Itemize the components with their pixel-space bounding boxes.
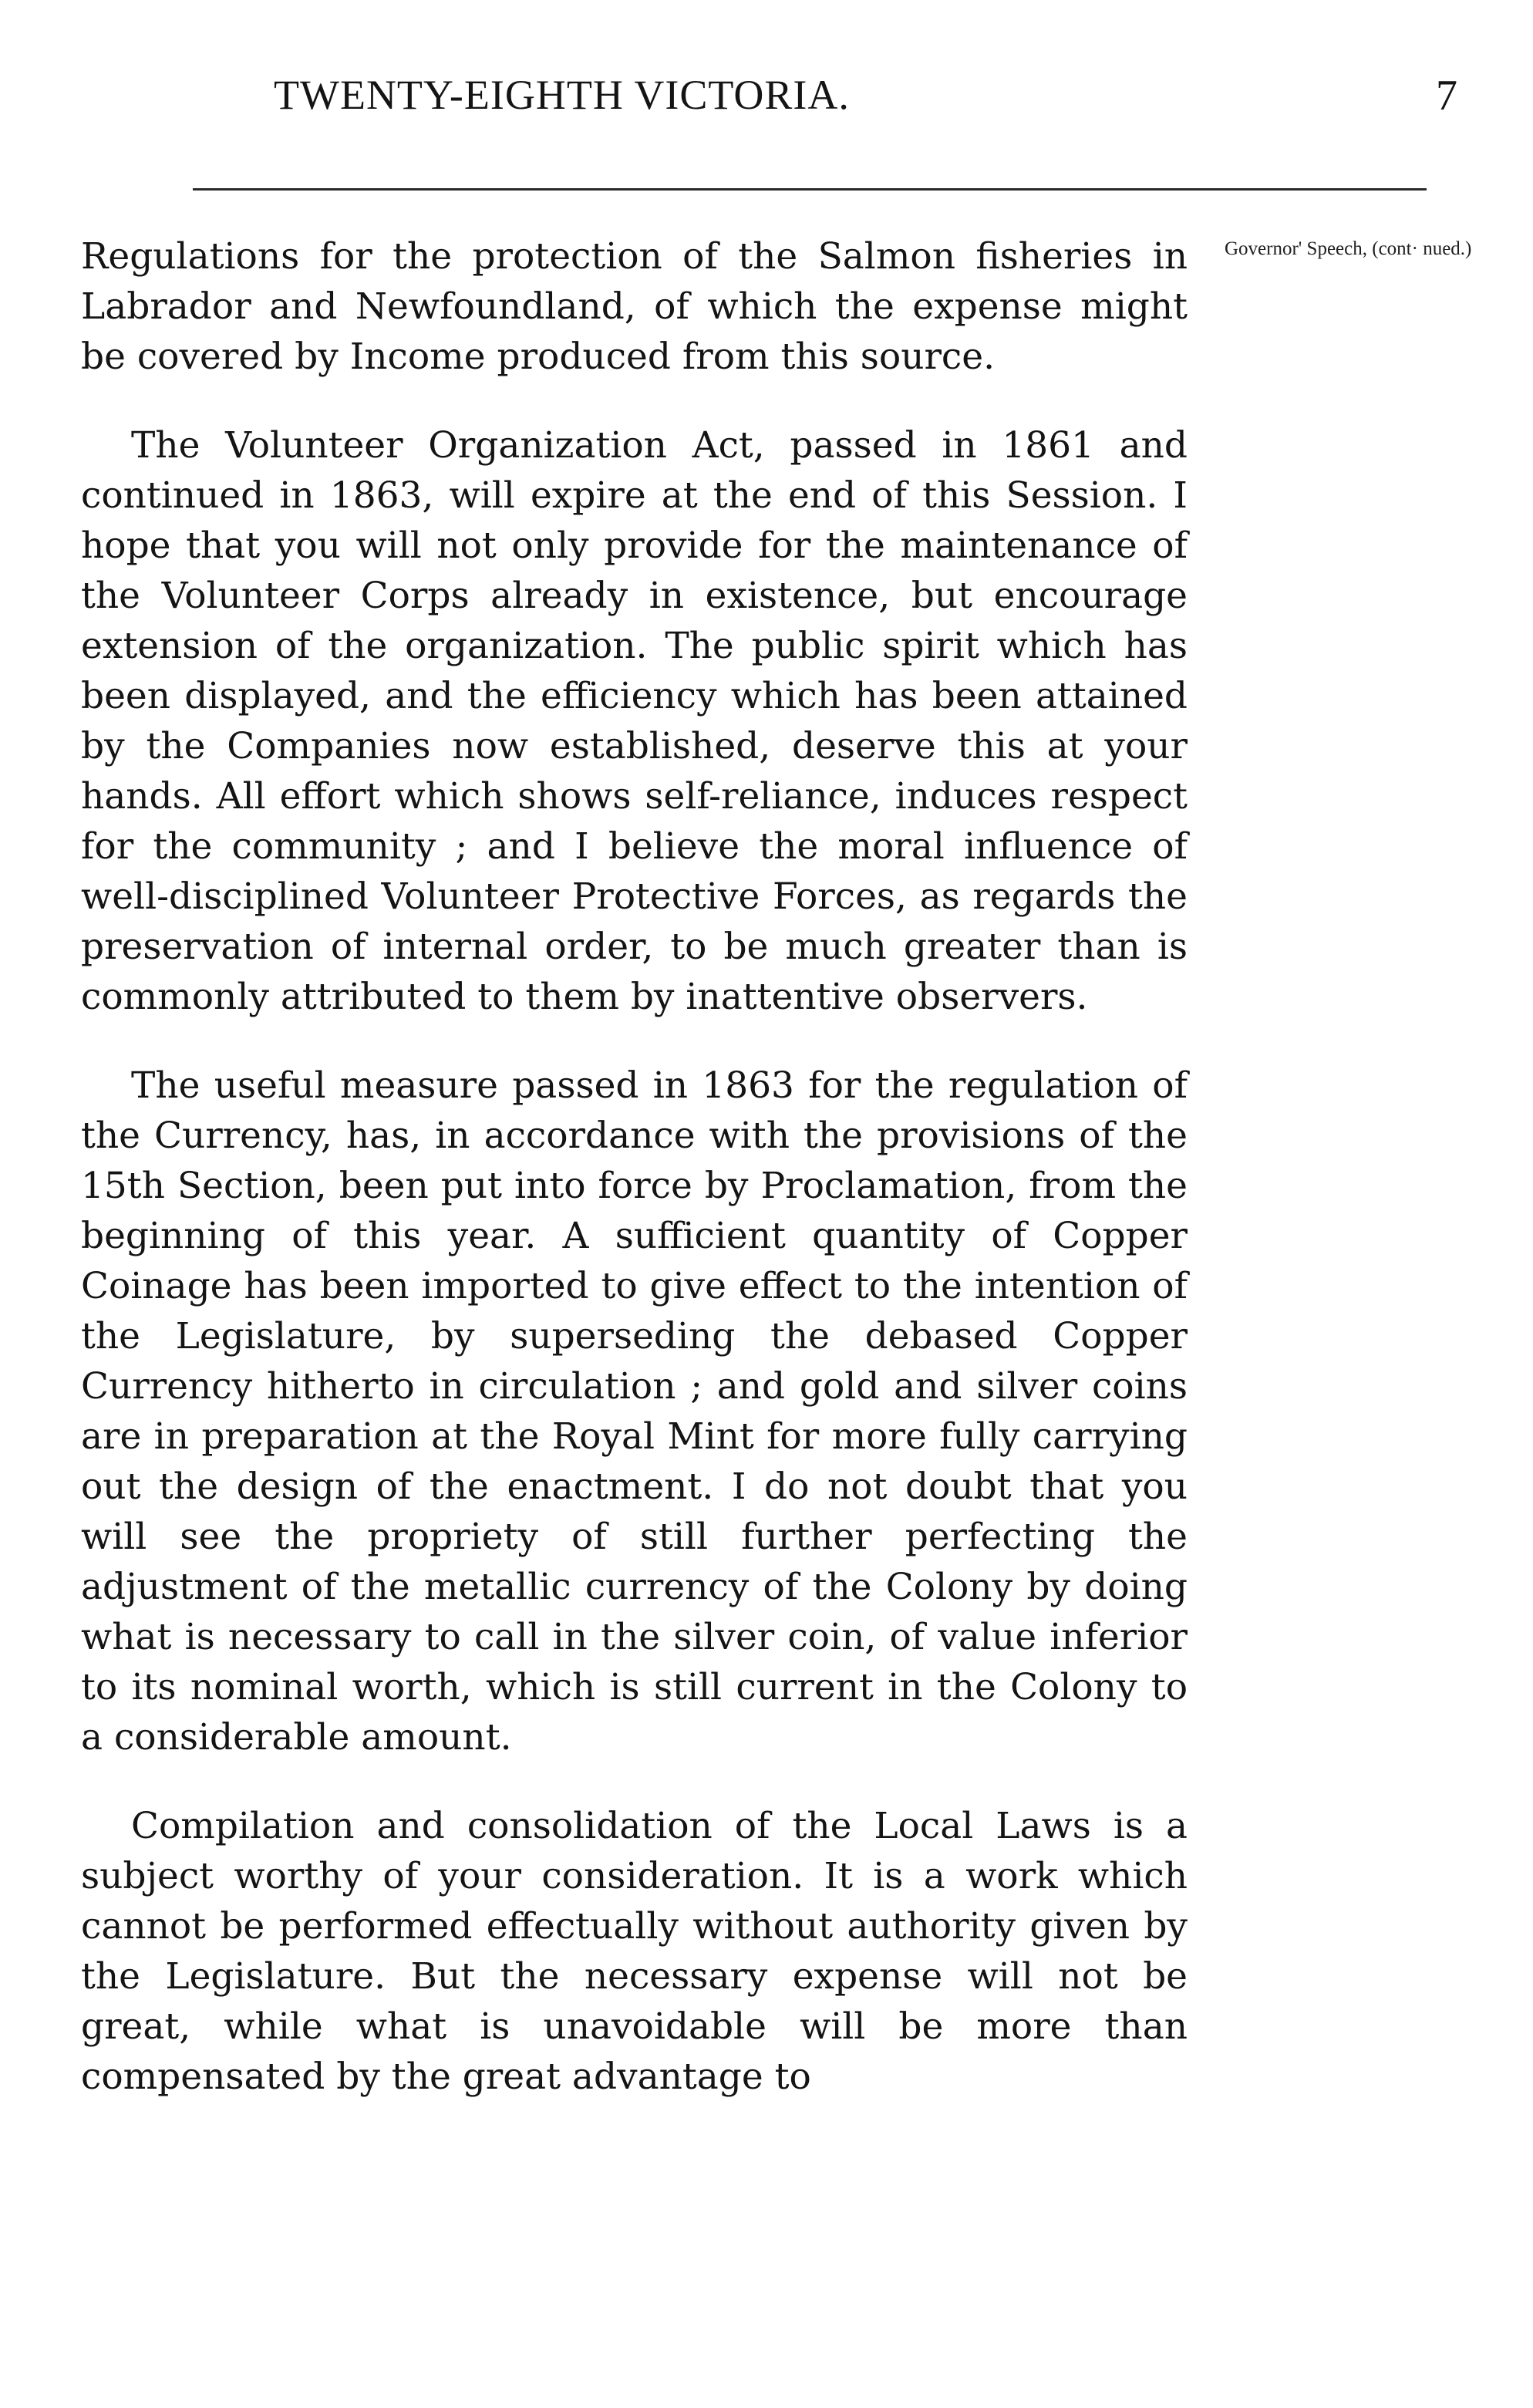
- page-number: 7: [1436, 72, 1457, 120]
- body-text: [81, 231, 1188, 2140]
- paragraph-local-laws: Compilation and consolidation of the Local Laws is a subject worthy of your consideration. It is a work which cannot be performed effectually without authority given by the Legislature. But the necessary expense will not be great, while what is unavoidable will be more than compensated by the great advantage to: [81, 1805, 1188, 2098]
- paragraph-volunteer-act: The Volunteer Organization Act, passed in 1861 and continued in 1863, will expire at the end of this Session. I hope that you will not only provide for the maintenance of the Volunteer Corps already in existence, but encourage extension of the organization. The public spirit which has been displayed, and the efficiency which has been attained by the Companies now established, deserve this at your hands. All effort which shows self-reliance, induces respect for the community ; and I believe the moral influence of well-disciplined Volunteer Protective Forces, as regards the preservation of internal order, to be much greater than is commonly attributed to them by inattentive observers.: [81, 424, 1188, 1018]
- paragraph-currency: The useful measure passed in 1863 for the regulation of the Currency, has, in accordance with the provisions of the 15th Section, been put into force by Proclamation, from the beginning of this year. A sufficient quantity of Copper Coinage has been imported to give effect to the intention of the Legislature, by superseding the debased Copper Currency hitherto in circulation ; and gold and silver coins are in preparation at the Royal Mint for more fully carrying out the design of the enactment. I do not doubt that you will see the propriety of still further perfecting the adjustment of the metallic currency of the Colony by doing what is necessary to call in the silver coin, of value inferior to its nominal worth, which is still current in the Colony to a considerable amount.: [81, 1064, 1188, 1759]
- header-rule: [193, 188, 1427, 191]
- paragraph-salmon-fisheries: Regulations for the protection of the Salmon fisheries in Labrador and Newfoundland, of which the expense might be covered by Income produced from this source.: [81, 235, 1188, 378]
- margin-note: Governor' Speech, (cont· nued.): [1225, 238, 1472, 259]
- running-title: TWENTY-EIGHTH VICTORIA.: [274, 72, 850, 118]
- page-header: [81, 71, 1457, 133]
